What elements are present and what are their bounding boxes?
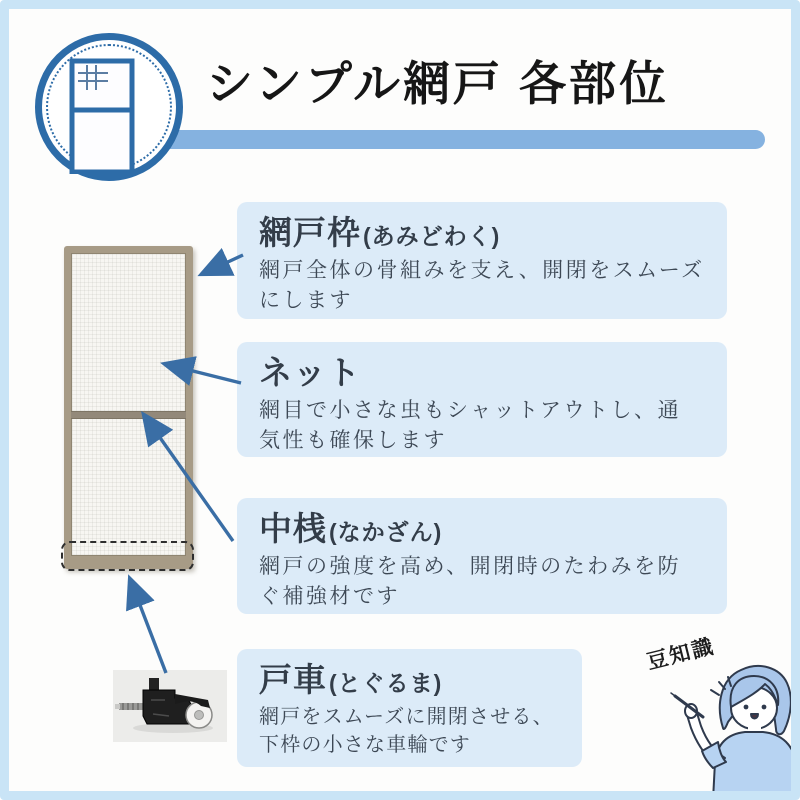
screen-door-icon — [42, 40, 176, 174]
page-title: シンプル網戸 各部位 — [206, 57, 670, 110]
screen-door-illustration — [64, 246, 193, 569]
section-heading — [259, 214, 705, 252]
roller-highlight-dashed-box — [61, 541, 194, 571]
door-middle-rail — [71, 411, 186, 419]
header-circle-badge — [35, 33, 183, 181]
door-net — [71, 253, 186, 556]
roller-photo — [113, 670, 227, 742]
section-box-nakazan — [237, 498, 727, 614]
part-description: 網戸の強度を高め、開閉時のたわみを防ぐ補強材です — [259, 554, 682, 608]
part-reading: (あみどわく) — [363, 223, 501, 249]
part-description: 網目で小さな虫もシャットアウトし、通気性も確保します — [259, 398, 681, 452]
section-box-amidowaku — [237, 202, 727, 319]
part-name: 戸車 — [259, 661, 327, 698]
part-description: 網戸全体の骨組みを支え、開閉をスムーズにします — [259, 258, 705, 312]
part-reading: (なかざん) — [329, 519, 443, 545]
part-description: 網戸をスムーズに開閉させる、下枠の小さな車輪です — [259, 705, 554, 757]
section-box-toguruma — [237, 649, 582, 767]
section-box-net — [237, 342, 727, 457]
tips-badge: 豆知識 — [644, 634, 718, 674]
part-name: 網戸枠 — [259, 214, 361, 251]
roller-graphic — [113, 670, 227, 742]
arrow-to-roller — [130, 579, 166, 673]
section-heading — [259, 354, 705, 392]
part-name: 中桟 — [259, 510, 327, 547]
mascot-character — [661, 650, 800, 800]
part-name: ネット — [259, 354, 361, 391]
part-reading: (とぐるま) — [329, 670, 443, 696]
title-underline-bar — [159, 130, 765, 149]
section-heading — [259, 661, 560, 699]
section-heading — [259, 510, 705, 548]
